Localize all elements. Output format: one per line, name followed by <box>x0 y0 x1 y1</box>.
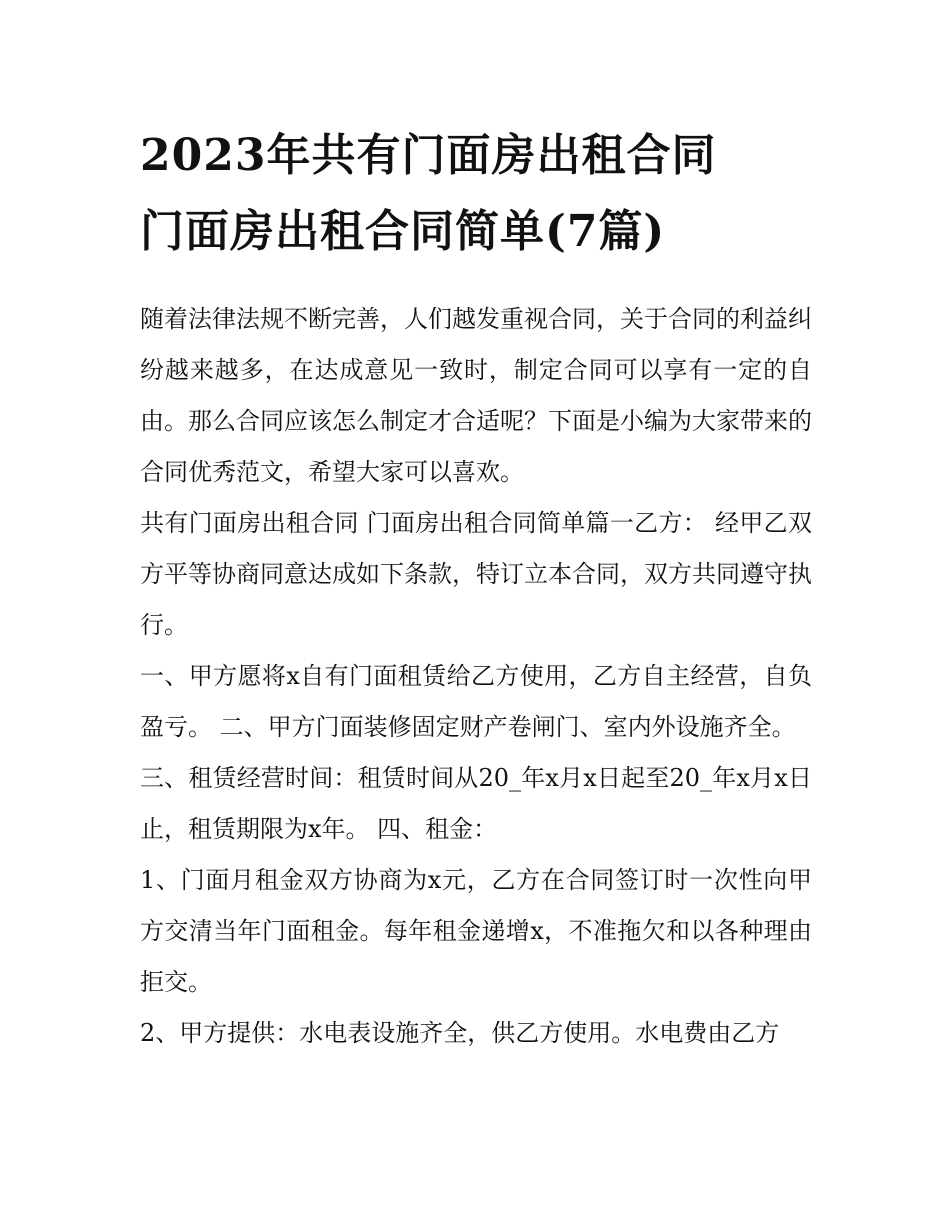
document-title <box>140 118 812 270</box>
clause-one-two-paragraph: 一、甲方愿将x自有门面租赁给乙方使用，乙方自主经营，自负盈亏。 二、甲方门面装修固定财产卷闸门、室内外设施齐全。 <box>140 662 812 741</box>
rent-item-1-paragraph: 1、门面月租金双方协商为x元，乙方在合同签订时一次性向甲方交清当年门面租金。每年租金递增x，不准拖欠和以各种理由拒交。 <box>140 866 812 996</box>
intro-paragraph: 随着法律法规不断完善，人们越发重视合同，关于合同的利益纠纷越来越多，在达成意见一致时，制定合同可以享有一定的自由。那么合同应该怎么制定才合适呢？下面是小编为大家带来的合同优秀范文，希望大家可以喜欢。 <box>140 305 812 486</box>
title-line-2: 门面房出租合同简单(7篇) <box>140 206 666 257</box>
title-line-1: 2023年共有门面房出租合同 <box>140 130 717 181</box>
clause-three-four-paragraph: 三、租赁经营时间：租赁时间从20_年x月x日起至20_年x月x日止，租赁期限为x年。 四、租金： <box>140 764 812 843</box>
rent-item-2-paragraph: 2、甲方提供：水电表设施齐全，供乙方使用。水电费由乙方 <box>140 1019 780 1047</box>
document-content <box>140 118 812 1059</box>
section-one-paragraph: 共有门面房出租合同 门面房出租合同简单篇一乙方： 经甲乙双方平等协商同意达成如下条款，特订立本合同，双方共同遵守执行。 <box>140 509 812 639</box>
document-body <box>140 294 812 1059</box>
